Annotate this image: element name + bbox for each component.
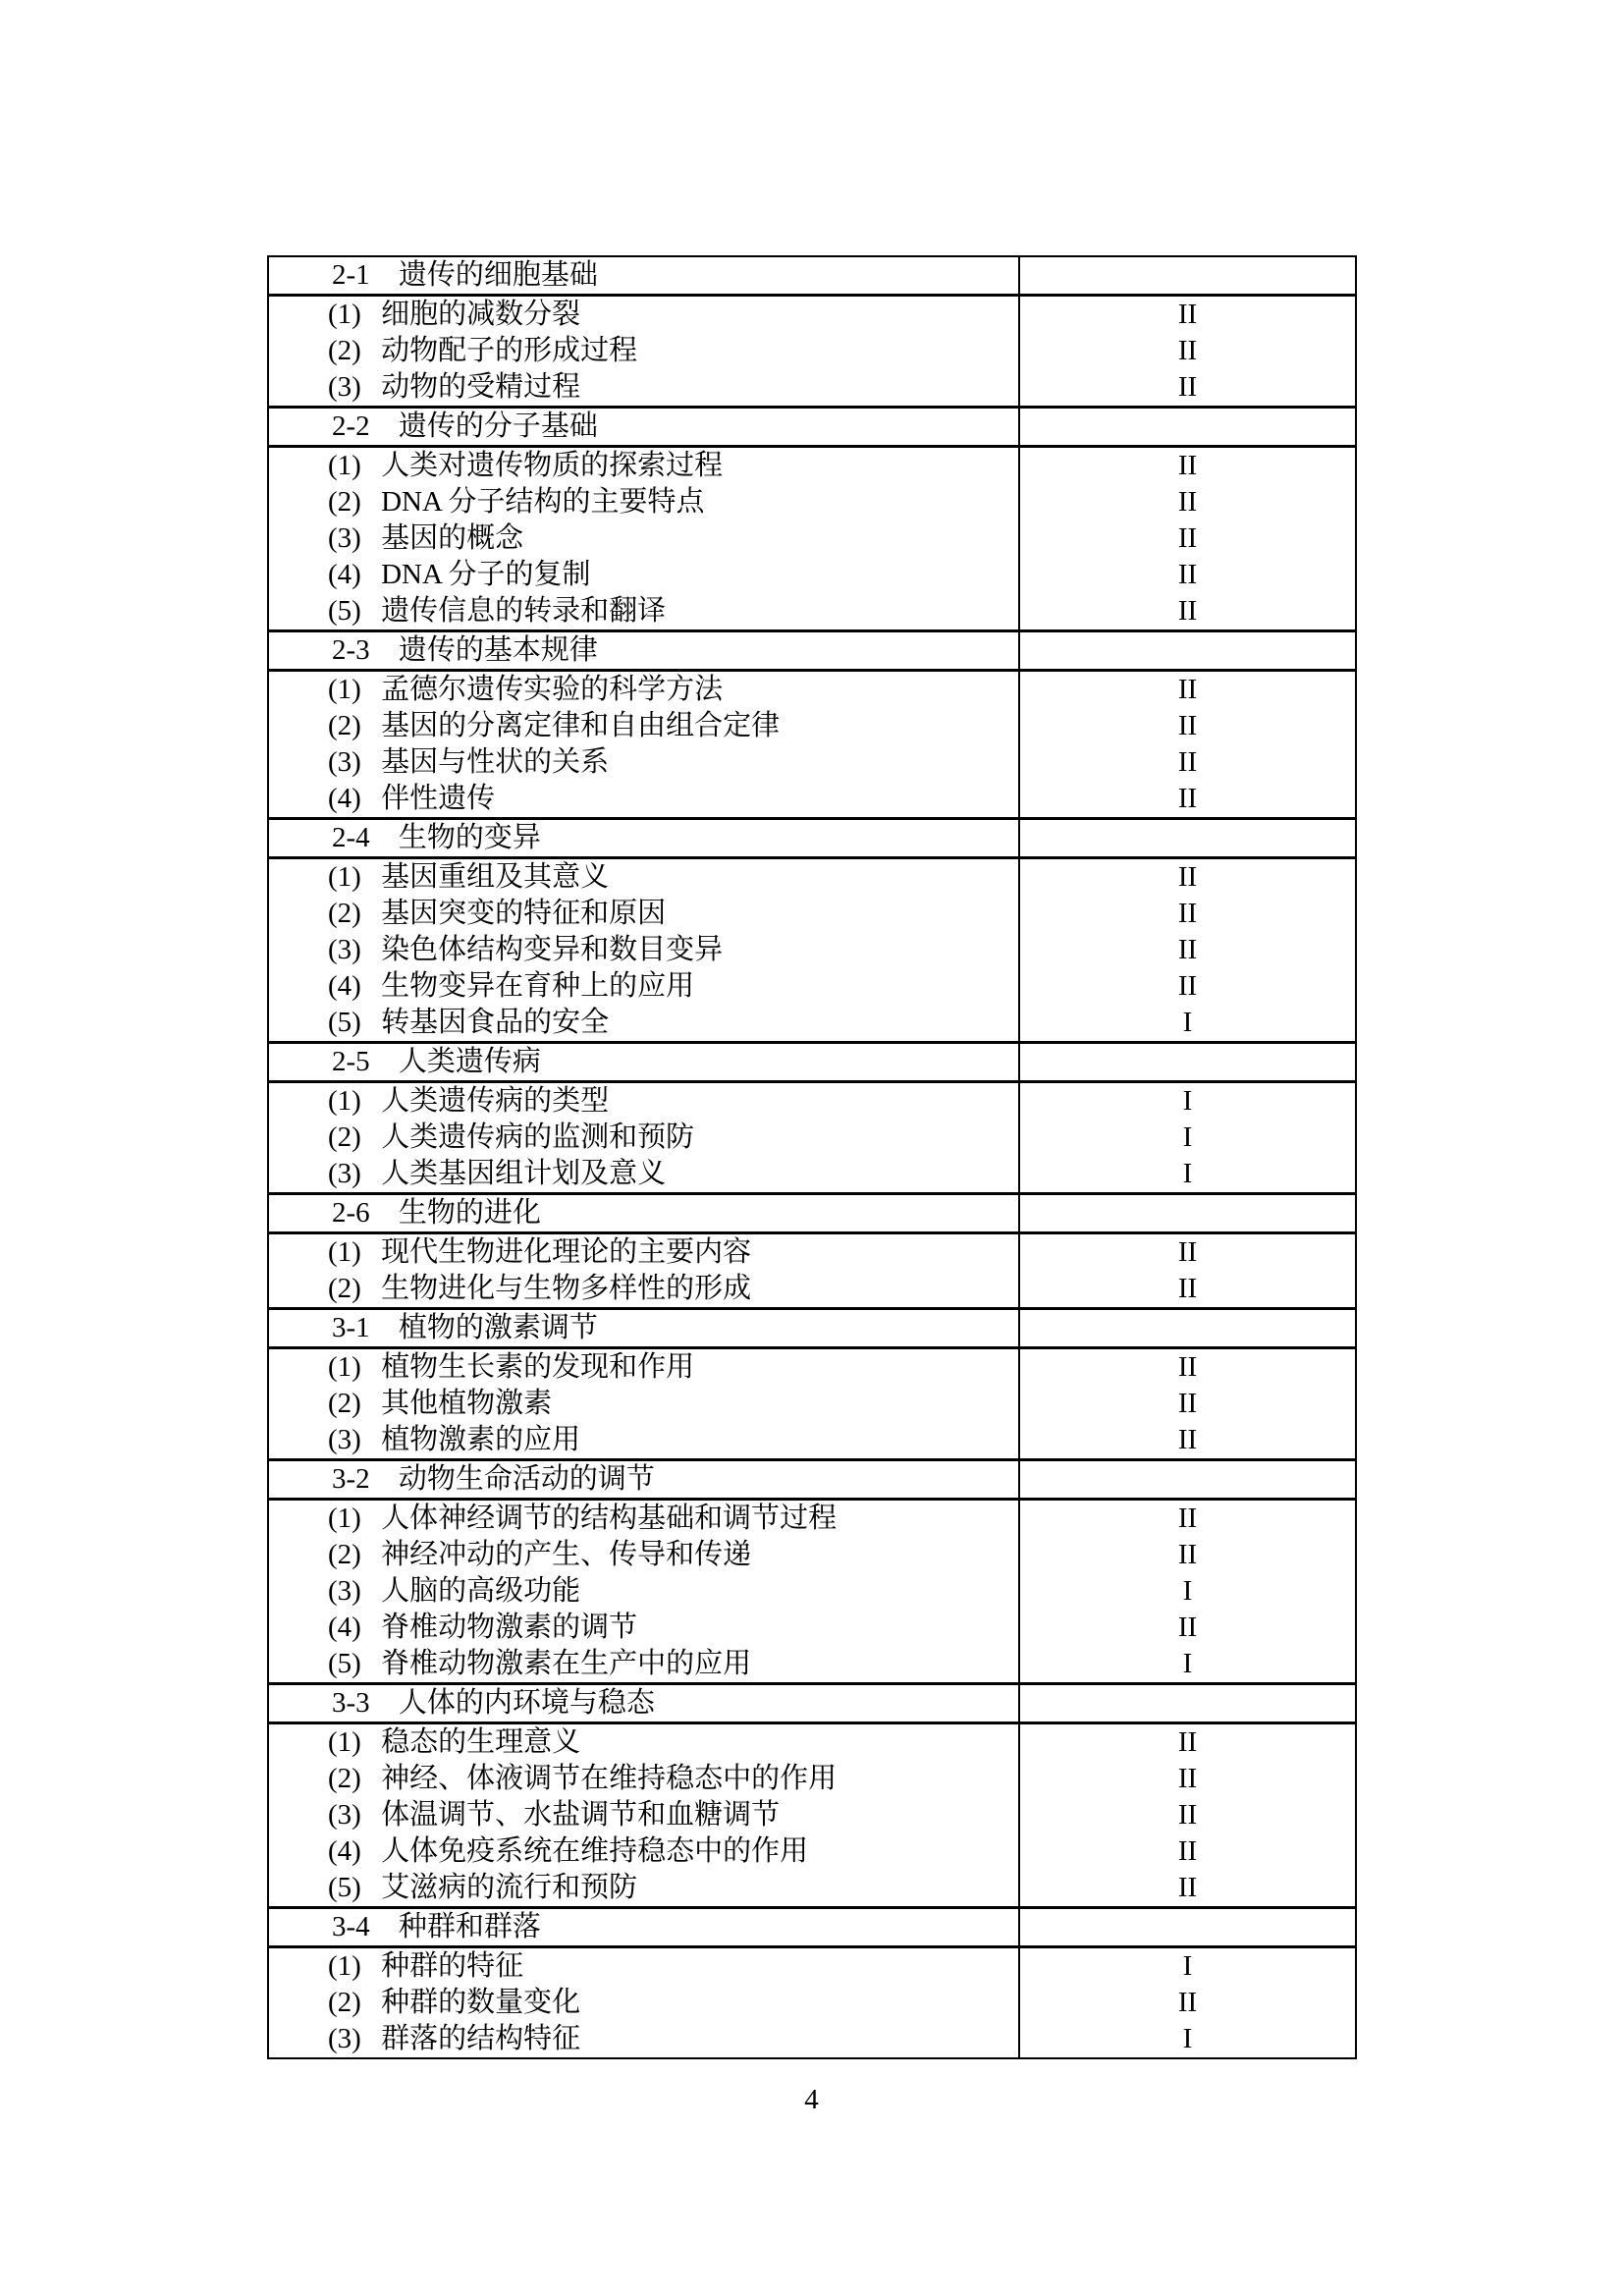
section-number: 2-5 <box>332 1046 370 1077</box>
levels-cell <box>1020 1948 1355 2057</box>
level-value: II <box>1177 970 1198 1002</box>
level-value: II <box>1177 861 1198 893</box>
syllabus-item <box>269 1156 1018 1192</box>
syllabus-item <box>269 484 1018 520</box>
item-text: 群落的结构特征 <box>381 2023 581 2054</box>
section-header-cell <box>269 1685 1020 1722</box>
syllabus-item <box>269 1005 1018 1041</box>
section-header-cell <box>269 632 1020 669</box>
syllabus-item <box>269 448 1018 484</box>
syllabus-item <box>269 1985 1018 2021</box>
level-value: I <box>1182 1085 1193 1117</box>
syllabus-item <box>269 333 1018 369</box>
item-number: (5) <box>328 1007 361 1038</box>
section-level-cell-empty <box>1020 257 1355 294</box>
level-value: II <box>1177 710 1198 741</box>
section-header-row <box>269 817 1355 856</box>
syllabus-item <box>269 1948 1018 1985</box>
item-number: (2) <box>328 335 361 366</box>
item-text: 基因与性状的关系 <box>381 746 610 778</box>
section-number: 3-3 <box>332 1687 370 1719</box>
section-title: 种群和群落 <box>398 1911 541 1942</box>
item-number: (4) <box>328 1835 361 1867</box>
item-number: (2) <box>328 1273 361 1304</box>
item-text: 人类遗传病的监测和预防 <box>381 1121 695 1153</box>
level-value: II <box>1177 1388 1198 1419</box>
syllabus-item <box>269 1646 1018 1682</box>
item-text: 生物变异在育种上的应用 <box>381 970 695 1002</box>
syllabus-item <box>269 744 1018 781</box>
section-title: 人体的内环境与稳态 <box>398 1687 655 1719</box>
item-number: (1) <box>328 450 361 481</box>
item-text: 基因的分离定律和自由组合定律 <box>381 710 781 741</box>
item-number: (3) <box>328 934 361 965</box>
item-number: (4) <box>328 783 361 814</box>
syllabus-item <box>269 1234 1018 1271</box>
section-title: 遗传的分子基础 <box>398 410 598 442</box>
section-items-row <box>269 1722 1355 1906</box>
level-value: II <box>1177 746 1198 778</box>
item-text: 神经冲动的产生、传导和传递 <box>381 1539 752 1570</box>
section-level-cell-empty <box>1020 1909 1355 1945</box>
item-text: 人脑的高级功能 <box>381 1575 581 1607</box>
syllabus-item <box>269 968 1018 1005</box>
section-level-cell-empty <box>1020 820 1355 856</box>
level-value: II <box>1177 595 1198 627</box>
item-number: (4) <box>328 970 361 1002</box>
item-number: (3) <box>328 522 361 554</box>
section-title: 人类遗传病 <box>398 1046 541 1077</box>
item-text: 遗传信息的转录和翻译 <box>381 595 667 627</box>
item-number: (4) <box>328 1612 361 1643</box>
item-text: 现代生物进化理论的主要内容 <box>381 1236 752 1268</box>
item-number: (5) <box>328 1872 361 1903</box>
section-items-row <box>269 445 1355 629</box>
section-number: 2-3 <box>332 634 370 666</box>
level-value: II <box>1177 1835 1198 1867</box>
syllabus-item <box>269 1349 1018 1386</box>
syllabus-item <box>269 557 1018 593</box>
item-text: 动物的受精过程 <box>381 371 581 403</box>
item-text: 种群的特征 <box>381 1950 524 1982</box>
section-title: 动物生命活动的调节 <box>398 1463 655 1495</box>
syllabus-item <box>269 1870 1018 1906</box>
section-header-cell <box>269 1310 1020 1346</box>
item-number: (3) <box>328 1424 361 1455</box>
items-cell <box>269 297 1020 406</box>
item-number: (2) <box>328 1121 361 1153</box>
syllabus-table <box>267 255 1357 2059</box>
syllabus-item <box>269 1573 1018 1610</box>
item-text: 细胞的减数分裂 <box>381 299 581 330</box>
section-level-cell-empty <box>1020 1685 1355 1722</box>
syllabus-item <box>269 1422 1018 1458</box>
items-cell <box>269 1948 1020 2057</box>
section-title: 遗传的细胞基础 <box>398 259 598 291</box>
section-level-cell-empty <box>1020 1310 1355 1346</box>
level-value: I <box>1182 2023 1193 2054</box>
syllabus-item <box>269 1501 1018 1537</box>
level-value: II <box>1177 1763 1198 1794</box>
section-number: 3-4 <box>332 1911 370 1942</box>
item-text: 基因突变的特征和原因 <box>381 898 667 929</box>
level-value: II <box>1177 1799 1198 1831</box>
item-number: (3) <box>328 1799 361 1831</box>
section-number: 2-2 <box>332 410 370 442</box>
item-text: 基因重组及其意义 <box>381 861 610 893</box>
section-number: 2-1 <box>332 259 370 291</box>
syllabus-item <box>269 1120 1018 1156</box>
section-items-row <box>269 669 1355 817</box>
syllabus-item <box>269 781 1018 817</box>
section-items-row <box>269 1945 1355 2057</box>
syllabus-item <box>269 708 1018 744</box>
item-text: 孟德尔遗传实验的科学方法 <box>381 674 724 705</box>
section-items-row <box>269 294 1355 406</box>
section-header-cell <box>269 1195 1020 1231</box>
level-value: I <box>1182 1007 1193 1038</box>
syllabus-item <box>269 1386 1018 1422</box>
syllabus-item <box>269 520 1018 557</box>
syllabus-item <box>269 896 1018 932</box>
item-text: DNA 分子的复制 <box>381 559 591 590</box>
items-cell <box>269 1234 1020 1307</box>
section-items-row <box>269 856 1355 1041</box>
section-number: 3-2 <box>332 1463 370 1495</box>
levels-cell <box>1020 672 1355 817</box>
item-number: (2) <box>328 898 361 929</box>
section-header-cell <box>269 1044 1020 1080</box>
level-value: II <box>1177 934 1198 965</box>
item-number: (1) <box>328 1085 361 1117</box>
level-value: II <box>1177 299 1198 330</box>
syllabus-item <box>269 859 1018 896</box>
level-value: II <box>1177 1987 1198 2018</box>
item-number: (3) <box>328 746 361 778</box>
section-title: 植物的激素调节 <box>398 1312 598 1343</box>
item-text: 体温调节、水盐调节和血糖调节 <box>381 1799 781 1831</box>
section-header-cell <box>269 257 1020 294</box>
item-number: (1) <box>328 1726 361 1758</box>
section-header-row <box>269 1192 1355 1231</box>
section-level-cell-empty <box>1020 1044 1355 1080</box>
items-cell <box>269 1083 1020 1192</box>
item-text: 脊椎动物激素在生产中的应用 <box>381 1648 752 1679</box>
item-text: 神经、体液调节在维持稳态中的作用 <box>381 1763 838 1794</box>
items-cell <box>269 672 1020 817</box>
syllabus-item <box>269 297 1018 333</box>
section-header-row <box>269 1307 1355 1346</box>
item-text: 生物进化与生物多样性的形成 <box>381 1273 752 1304</box>
levels-cell <box>1020 1349 1355 1458</box>
level-value: II <box>1177 674 1198 705</box>
syllabus-item <box>269 1610 1018 1646</box>
section-number: 2-6 <box>332 1197 370 1229</box>
section-title: 生物的变异 <box>398 822 541 853</box>
item-text: 种群的数量变化 <box>381 1987 581 2018</box>
item-text: 植物生长素的发现和作用 <box>381 1351 695 1383</box>
level-value: II <box>1177 1351 1198 1383</box>
section-header-row <box>269 406 1355 445</box>
section-header-row <box>269 1682 1355 1722</box>
level-value: I <box>1182 1648 1193 1679</box>
item-text: 伴性遗传 <box>381 783 496 814</box>
section-header-cell <box>269 409 1020 445</box>
level-value: II <box>1177 1539 1198 1570</box>
section-level-cell-empty <box>1020 1461 1355 1498</box>
item-number: (3) <box>328 1575 361 1607</box>
level-value: II <box>1177 898 1198 929</box>
level-value: II <box>1177 1503 1198 1534</box>
item-number: (1) <box>328 861 361 893</box>
item-number: (3) <box>328 2023 361 2054</box>
syllabus-item <box>269 369 1018 406</box>
section-header-row <box>269 1906 1355 1945</box>
level-value: I <box>1182 1121 1193 1153</box>
section-number: 2-4 <box>332 822 370 853</box>
section-level-cell-empty <box>1020 1195 1355 1231</box>
item-number: (2) <box>328 1987 361 2018</box>
section-header-cell <box>269 1461 1020 1498</box>
level-value: II <box>1177 783 1198 814</box>
syllabus-item <box>269 1083 1018 1120</box>
syllabus-item <box>269 1797 1018 1833</box>
syllabus-item <box>269 593 1018 629</box>
section-header-row <box>269 1458 1355 1498</box>
item-text: 基因的概念 <box>381 522 524 554</box>
item-text: 人类对遗传物质的探索过程 <box>381 450 724 481</box>
syllabus-item <box>269 1271 1018 1307</box>
levels-cell <box>1020 297 1355 406</box>
levels-cell <box>1020 1083 1355 1192</box>
item-text: 艾滋病的流行和预防 <box>381 1872 638 1903</box>
level-value: II <box>1177 559 1198 590</box>
syllabus-item <box>269 672 1018 708</box>
level-value: II <box>1177 1612 1198 1643</box>
item-number: (2) <box>328 1539 361 1570</box>
item-number: (5) <box>328 595 361 627</box>
items-cell <box>269 1349 1020 1458</box>
section-level-cell-empty <box>1020 409 1355 445</box>
syllabus-item <box>269 932 1018 968</box>
section-header-row <box>269 257 1355 294</box>
item-text: 人类遗传病的类型 <box>381 1085 610 1117</box>
item-number: (2) <box>328 1388 361 1419</box>
item-number: (3) <box>328 371 361 403</box>
item-text: 染色体结构变异和数目变异 <box>381 934 724 965</box>
item-text: 人体免疫系统在维持稳态中的作用 <box>381 1835 809 1867</box>
item-number: (5) <box>328 1648 361 1679</box>
syllabus-item <box>269 1537 1018 1573</box>
item-text: DNA 分子结构的主要特点 <box>381 486 705 518</box>
item-number: (1) <box>328 1950 361 1982</box>
level-value: II <box>1177 486 1198 518</box>
section-items-row <box>269 1231 1355 1307</box>
items-cell <box>269 1501 1020 1682</box>
section-header-cell <box>269 820 1020 856</box>
section-header-row <box>269 1041 1355 1080</box>
level-value: II <box>1177 371 1198 403</box>
item-text: 人类基因组计划及意义 <box>381 1158 667 1189</box>
syllabus-item <box>269 1833 1018 1870</box>
level-value: I <box>1182 1158 1193 1189</box>
level-value: II <box>1177 335 1198 366</box>
section-title: 遗传的基本规律 <box>398 634 598 666</box>
item-text: 动物配子的形成过程 <box>381 335 638 366</box>
item-text: 植物激素的应用 <box>381 1424 581 1455</box>
item-number: (1) <box>328 1503 361 1534</box>
level-value: I <box>1182 1950 1193 1982</box>
level-value: II <box>1177 1236 1198 1268</box>
item-number: (1) <box>328 299 361 330</box>
section-level-cell-empty <box>1020 632 1355 669</box>
levels-cell <box>1020 1234 1355 1307</box>
syllabus-item <box>269 1724 1018 1761</box>
section-number: 3-1 <box>332 1312 370 1343</box>
levels-cell <box>1020 1501 1355 1682</box>
item-number: (4) <box>328 559 361 590</box>
item-text: 其他植物激素 <box>381 1388 553 1419</box>
levels-cell <box>1020 1724 1355 1906</box>
level-value: II <box>1177 1424 1198 1455</box>
section-header-row <box>269 629 1355 669</box>
items-cell <box>269 859 1020 1041</box>
item-number: (2) <box>328 710 361 741</box>
section-header-cell <box>269 1909 1020 1945</box>
syllabus-item <box>269 2021 1018 2057</box>
section-title: 生物的进化 <box>398 1197 541 1229</box>
level-value: II <box>1177 1273 1198 1304</box>
item-text: 人体神经调节的结构基础和调节过程 <box>381 1503 838 1534</box>
item-text: 转基因食品的安全 <box>381 1007 610 1038</box>
level-value: II <box>1177 450 1198 481</box>
items-cell <box>269 448 1020 629</box>
level-value: II <box>1177 522 1198 554</box>
item-number: (2) <box>328 486 361 518</box>
item-number: (1) <box>328 674 361 705</box>
section-items-row <box>269 1346 1355 1458</box>
levels-cell <box>1020 859 1355 1041</box>
level-value: II <box>1177 1872 1198 1903</box>
syllabus-item <box>269 1761 1018 1797</box>
item-number: (2) <box>328 1763 361 1794</box>
section-items-row <box>269 1080 1355 1192</box>
item-number: (3) <box>328 1158 361 1189</box>
item-number: (1) <box>328 1236 361 1268</box>
items-cell <box>269 1724 1020 1906</box>
level-value: I <box>1182 1575 1193 1607</box>
item-number: (1) <box>328 1351 361 1383</box>
levels-cell <box>1020 448 1355 629</box>
section-items-row <box>269 1498 1355 1682</box>
page-number: 4 <box>804 2084 819 2115</box>
level-value: II <box>1177 1726 1198 1758</box>
item-text: 稳态的生理意义 <box>381 1726 581 1758</box>
item-text: 脊椎动物激素的调节 <box>381 1612 638 1643</box>
